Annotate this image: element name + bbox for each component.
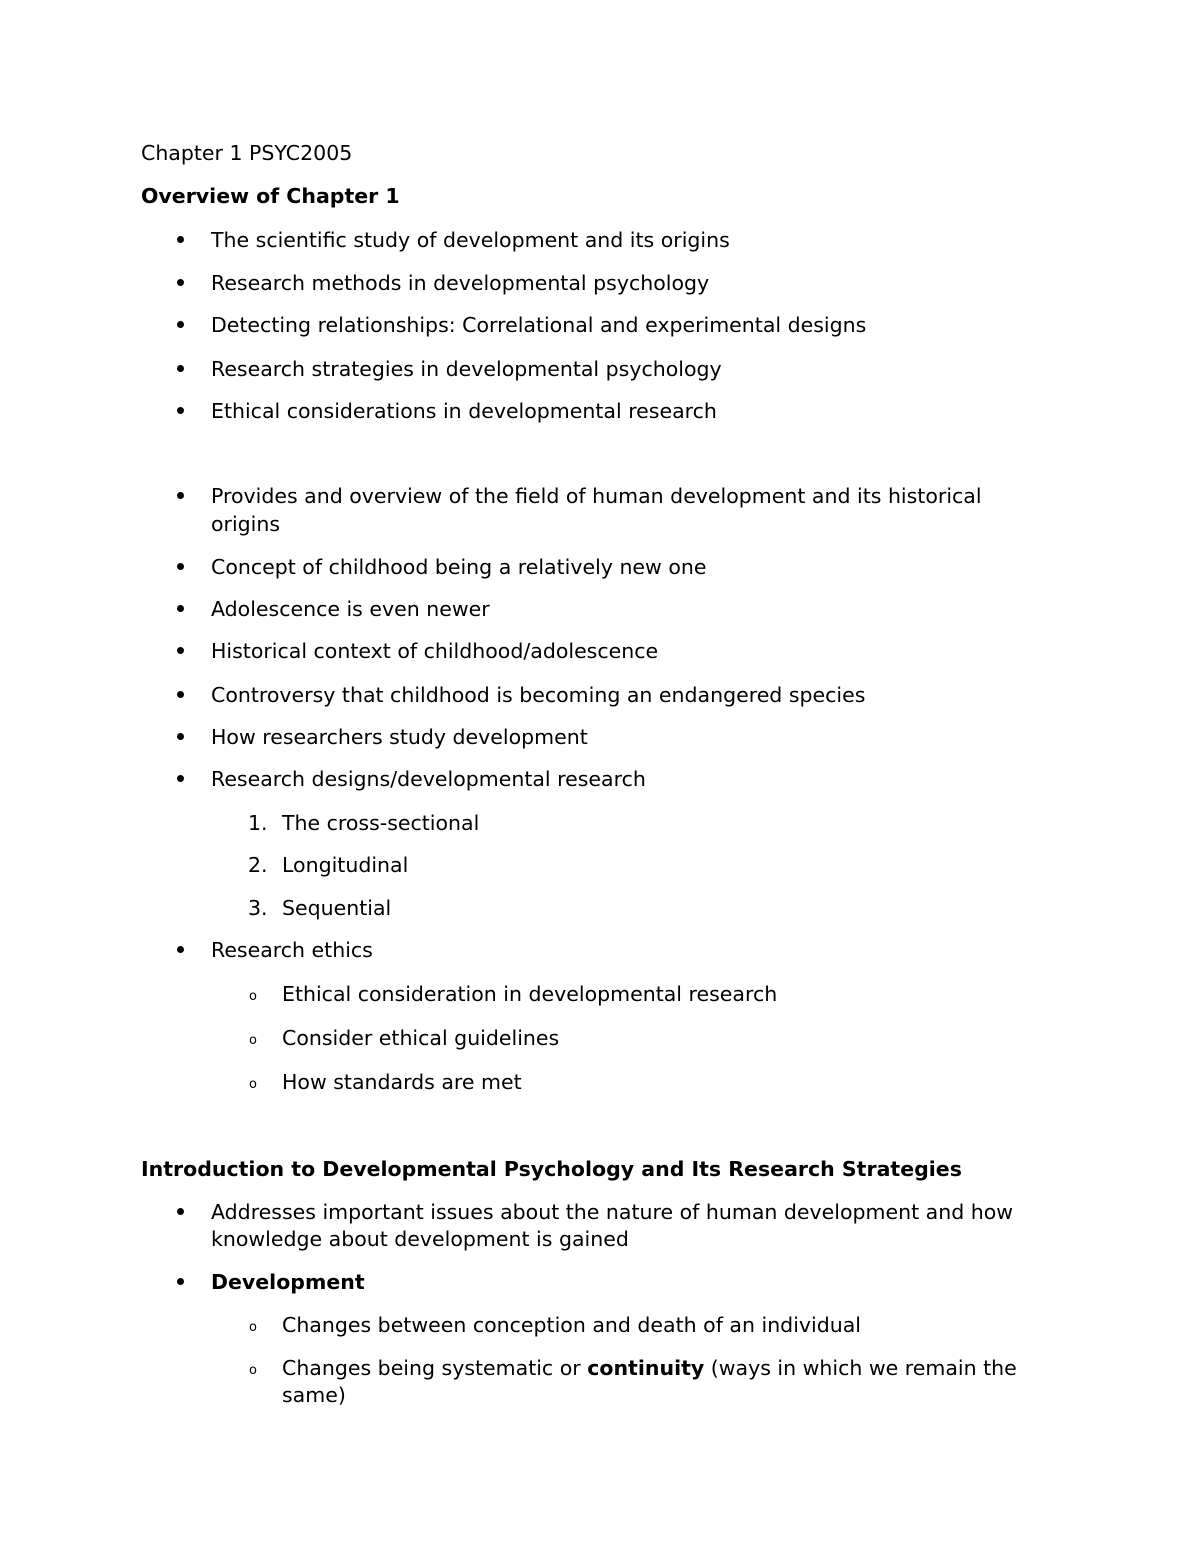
bullet-icon: [177, 563, 184, 570]
bullet-icon: [177, 279, 184, 286]
circle-bullet-icon: o: [249, 1077, 257, 1092]
list-item: The scientific study of development and its origins: [211, 228, 730, 252]
list-item: Research methods in developmental psychology: [211, 271, 710, 295]
list-item: Controversy that childhood is becoming an endangered species: [211, 683, 866, 707]
bullet-icon: [177, 605, 184, 612]
overview-heading: Overview of Chapter 1: [141, 184, 400, 208]
development-label: Development: [211, 1270, 365, 1294]
bullet-icon: [177, 691, 184, 698]
list-item: Consider ethical guidelines: [282, 1026, 560, 1050]
list-number: 2.: [248, 853, 268, 877]
circle-bullet-icon: o: [249, 1033, 257, 1048]
list-item: Research designs/developmental research: [211, 767, 646, 791]
list-item: The cross-sectional: [282, 811, 480, 835]
list-item: Adolescence is even newer: [211, 597, 490, 621]
bullet-icon: [177, 775, 184, 782]
bullet-icon: [177, 321, 184, 328]
list-item-continuation: same): [282, 1383, 346, 1407]
list-number: 1.: [248, 811, 268, 835]
list-item: Historical context of childhood/adolescence: [211, 639, 659, 663]
list-number: 3.: [248, 896, 268, 920]
bold-term: continuity: [587, 1356, 705, 1380]
document-title: Chapter 1 PSYC2005: [141, 141, 353, 165]
bullet-icon: [177, 1278, 184, 1285]
list-item-continuation: origins: [211, 512, 281, 536]
list-item-continuation: knowledge about development is gained: [211, 1227, 629, 1251]
list-item: Concept of childhood being a relatively new one: [211, 555, 707, 579]
intro-heading: Introduction to Developmental Psychology and Its Research Strategies: [141, 1157, 962, 1181]
list-item: How researchers study development: [211, 725, 588, 749]
circle-bullet-icon: o: [249, 1320, 257, 1335]
bullet-icon: [177, 1208, 184, 1215]
list-item: Provides and overview of the field of human development and its historical: [211, 484, 982, 508]
text-run: Changes being systematic or: [282, 1356, 588, 1380]
bullet-icon: [177, 365, 184, 372]
list-item: Ethical considerations in developmental research: [211, 399, 717, 423]
list-item: Longitudinal: [282, 853, 409, 877]
ethics-label: Research ethics: [211, 938, 373, 962]
list-item: Sequential: [282, 896, 392, 920]
circle-bullet-icon: o: [249, 1363, 257, 1378]
bullet-icon: [177, 647, 184, 654]
circle-bullet-icon: o: [249, 989, 257, 1004]
bullet-icon: [177, 407, 184, 414]
bullet-icon: [177, 946, 184, 953]
list-item: How standards are met: [282, 1070, 522, 1094]
list-item: Detecting relationships: Correlational and experimental designs: [211, 313, 867, 337]
bullet-icon: [177, 733, 184, 740]
text-run: (ways in which we remain the: [704, 1356, 1017, 1380]
list-item: Addresses important issues about the nature of human development and how: [211, 1200, 1014, 1224]
list-item: Ethical consideration in developmental research: [282, 982, 778, 1006]
list-item: Research strategies in developmental psychology: [211, 357, 722, 381]
list-item: Changes between conception and death of an individual: [282, 1313, 861, 1337]
list-item: [282, 1354, 1017, 1382]
bullet-icon: [177, 236, 184, 243]
bullet-icon: [177, 492, 184, 499]
